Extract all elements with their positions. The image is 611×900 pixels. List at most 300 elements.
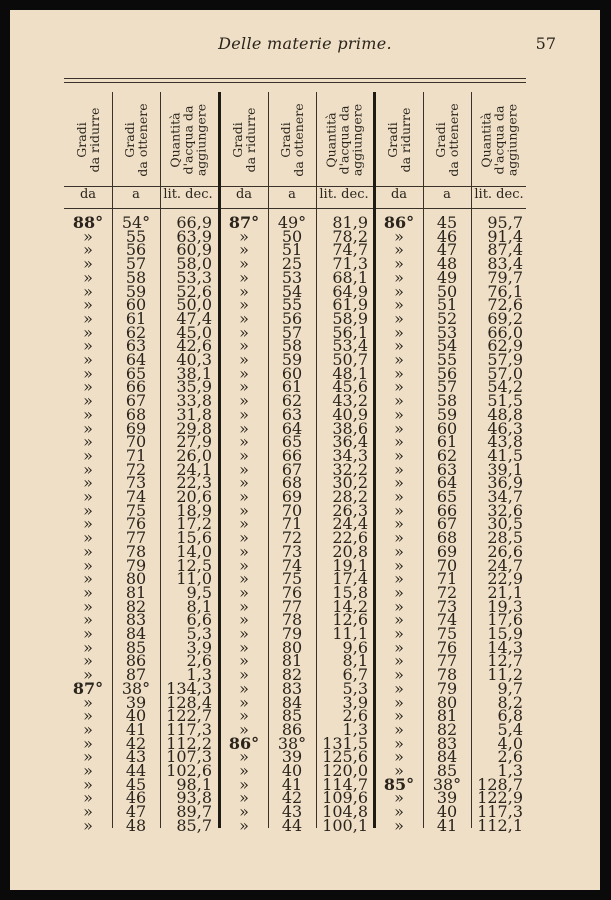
- header-line: Gradi: [122, 122, 137, 158]
- cell-grades-to-reduce: »: [394, 582, 404, 602]
- cell-grades-to-obtain: 53: [436, 322, 458, 342]
- cell-grades-to-obtain: 60: [125, 295, 147, 315]
- cell-grades-to-obtain: 77: [281, 596, 303, 616]
- cell-grades-to-obtain: 50: [281, 226, 303, 246]
- cell-water-to-add: 72,6: [487, 295, 523, 315]
- cell-grades-to-obtain: 63: [125, 336, 147, 356]
- cell-grades-to-obtain: 80: [125, 569, 147, 589]
- cell-grades-to-obtain: 64: [125, 350, 147, 369]
- cell-grades-to-obtain: 59: [281, 350, 303, 369]
- cell-water-to-add: 32,6: [487, 500, 523, 520]
- cell-grades-to-reduce: 85°: [383, 774, 415, 794]
- header-label: [169, 104, 208, 176]
- cell-water-to-add: 102,6: [166, 761, 212, 780]
- cell-grades-to-obtain: 55: [125, 226, 147, 246]
- cell-water-to-add: 21,1: [487, 582, 523, 602]
- cell-water-to-add: 3,9: [186, 637, 212, 657]
- page-number: 57: [535, 34, 556, 53]
- cell-grades-to-reduce: »: [394, 267, 404, 287]
- cell-grades-to-reduce: »: [239, 459, 249, 479]
- cell-water-to-add: 78,2: [332, 226, 368, 246]
- cell-grades-to-reduce: »: [239, 473, 249, 493]
- cell-water-to-add: 58,9: [332, 308, 368, 328]
- cell-grades-to-reduce: »: [394, 418, 404, 438]
- cell-water-to-add: 11,0: [176, 569, 212, 589]
- cell-grades-to-reduce: »: [394, 706, 404, 726]
- cell-grades-to-reduce: »: [83, 254, 93, 274]
- cell-grades-to-reduce: »: [394, 295, 404, 315]
- cell-water-to-add: 5,3: [342, 678, 368, 698]
- cell-grades-to-reduce: »: [239, 363, 249, 383]
- cell-grades-to-reduce: »: [239, 281, 249, 301]
- header-label: [279, 103, 305, 176]
- cell-grades-to-reduce: »: [394, 445, 404, 465]
- cell-grades-to-obtain: 63: [281, 404, 303, 424]
- cell-grades-to-reduce: »: [394, 596, 404, 616]
- header-line: da ottenere: [446, 103, 461, 177]
- cell-grades-to-reduce: »: [83, 267, 93, 287]
- cell-grades-to-reduce: »: [239, 322, 249, 342]
- header-water-to-add: [316, 92, 372, 188]
- cell-grades-to-obtain: 57: [281, 322, 303, 342]
- cell-water-to-add: 58,0: [176, 254, 212, 274]
- cell-grades-to-obtain: 70: [436, 555, 458, 575]
- cell-grades-to-obtain: 80: [436, 692, 458, 712]
- cell-grades-to-obtain: 44: [281, 815, 303, 835]
- cell-water-to-add: 93,8: [176, 788, 212, 808]
- header-line: Quantità: [323, 112, 339, 168]
- header-label: [325, 104, 364, 176]
- cell-grades-to-obtain: 73: [281, 541, 303, 561]
- cell-grades-to-reduce: »: [239, 528, 249, 548]
- cell-water-to-add: 40,3: [176, 350, 212, 369]
- cell-grades-to-reduce: »: [239, 596, 249, 616]
- cell-water-to-add: 38,1: [176, 363, 212, 383]
- header-grades-to-reduce: [64, 92, 112, 188]
- cell-grades-to-obtain: 57: [436, 377, 458, 397]
- cell-water-to-add: 28,2: [332, 487, 368, 506]
- cell-grades-to-reduce: »: [83, 692, 93, 712]
- cell-grades-to-obtain: 75: [281, 569, 303, 589]
- cell-water-to-add: 8,2: [497, 692, 523, 712]
- cell-grades-to-obtain: 54: [281, 281, 303, 301]
- cell-grades-to-reduce: 86°: [383, 213, 415, 232]
- cell-water-to-add: 40,9: [332, 404, 368, 424]
- cell-grades-to-obtain: 72: [281, 528, 303, 548]
- cell-water-to-add: 57,9: [487, 350, 523, 369]
- cell-water-to-add: 54,2: [487, 377, 523, 397]
- cell-grades-to-reduce: »: [394, 363, 404, 383]
- units-rule: [64, 208, 526, 209]
- cell-water-to-add: 79,7: [487, 267, 523, 287]
- cell-water-to-add: 15,8: [332, 582, 368, 602]
- cell-grades-to-reduce: »: [83, 226, 93, 246]
- header-label: [386, 108, 412, 173]
- cell-grades-to-obtain: 61: [125, 308, 147, 328]
- cell-grades-to-reduce: »: [394, 226, 404, 246]
- cell-grades-to-reduce: »: [83, 719, 93, 739]
- cell-grades-to-obtain: 43: [125, 747, 147, 767]
- cell-grades-to-obtain: 79: [125, 555, 147, 575]
- cell-water-to-add: 45,0: [176, 322, 212, 342]
- cell-water-to-add: 62,9: [487, 336, 523, 356]
- cell-grades-to-obtain: 68: [436, 528, 458, 548]
- cell-water-to-add: 47,4: [176, 308, 212, 328]
- cell-grades-to-obtain: 78: [436, 665, 458, 685]
- cell-grades-to-reduce: »: [239, 610, 249, 630]
- cell-water-to-add: 114,7: [322, 774, 368, 794]
- cell-grades-to-reduce: »: [394, 336, 404, 356]
- cell-water-to-add: 26,6: [487, 541, 523, 561]
- cell-water-to-add: 14,0: [176, 541, 212, 561]
- cell-water-to-add: 50,0: [176, 295, 212, 315]
- cell-water-to-add: 52,6: [176, 281, 212, 301]
- cell-water-to-add: 63,9: [176, 226, 212, 246]
- header-line: Gradi: [74, 122, 89, 158]
- cell-water-to-add: 53,4: [332, 336, 368, 356]
- cell-grades-to-obtain: 77: [125, 528, 147, 548]
- cell-water-to-add: 30,5: [487, 514, 523, 534]
- cell-grades-to-obtain: 80: [281, 637, 303, 657]
- cell-grades-to-reduce: »: [83, 514, 93, 534]
- cell-water-to-add: 14,3: [487, 637, 523, 657]
- cell-grades-to-reduce: »: [394, 678, 404, 698]
- cell-water-to-add: 8,1: [186, 596, 212, 616]
- cell-grades-to-obtain: 63: [436, 459, 458, 479]
- header-line: d'acqua da: [491, 105, 507, 175]
- cell-grades-to-obtain: 71: [125, 445, 147, 465]
- cell-water-to-add: 43,2: [332, 391, 368, 411]
- cell-grades-to-obtain: 56: [281, 308, 303, 328]
- header-line: Quantità: [478, 112, 494, 168]
- header-grades-to-reduce: [220, 92, 268, 188]
- cell-water-to-add: 35,9: [176, 377, 212, 397]
- cell-grades-to-obtain: 58: [436, 391, 458, 411]
- cell-grades-to-obtain: 82: [281, 665, 303, 685]
- cell-grades-to-reduce: »: [394, 528, 404, 548]
- cell-grades-to-reduce: »: [394, 487, 404, 506]
- cell-water-to-add: 12,7: [487, 651, 523, 671]
- cell-grades-to-obtain: 41: [125, 719, 147, 739]
- cell-grades-to-reduce: »: [239, 487, 249, 506]
- cell-grades-to-obtain: 54°: [121, 213, 151, 232]
- header-label: [75, 108, 101, 173]
- cell-grades-to-obtain: 38°: [432, 774, 462, 794]
- cell-grades-to-obtain: 85: [436, 761, 458, 780]
- cell-grades-to-reduce: »: [394, 281, 404, 301]
- cell-grades-to-obtain: 82: [436, 719, 458, 739]
- cell-grades-to-reduce: »: [239, 761, 249, 780]
- cell-grades-to-reduce: »: [83, 733, 93, 753]
- cell-grades-to-reduce: »: [83, 281, 93, 301]
- cell-water-to-add: 61,9: [332, 295, 368, 315]
- cell-grades-to-obtain: 83: [125, 610, 147, 630]
- cell-grades-to-obtain: 75: [436, 624, 458, 643]
- cell-grades-to-obtain: 55: [436, 350, 458, 369]
- cell-water-to-add: 122,7: [166, 706, 212, 726]
- cell-grades-to-obtain: 41: [436, 815, 458, 835]
- cell-grades-to-reduce: »: [394, 569, 404, 589]
- cell-water-to-add: 48,1: [332, 363, 368, 383]
- cell-water-to-add: 12,5: [176, 555, 212, 575]
- cell-grades-to-reduce: »: [239, 404, 249, 424]
- cell-water-to-add: 24,1: [176, 459, 212, 479]
- cell-grades-to-reduce: »: [83, 322, 93, 342]
- cell-water-to-add: 2,6: [342, 706, 368, 726]
- cell-grades-to-obtain: 39: [125, 692, 147, 712]
- header-label: [231, 108, 257, 173]
- cell-grades-to-obtain: 75: [125, 500, 147, 520]
- cell-grades-to-reduce: »: [83, 541, 93, 561]
- cell-grades-to-obtain: 55: [281, 295, 303, 315]
- cell-grades-to-obtain: 76: [125, 514, 147, 534]
- cell-water-to-add: 51,5: [487, 391, 523, 411]
- cell-grades-to-obtain: 41: [281, 774, 303, 794]
- cell-grades-to-reduce: »: [83, 582, 93, 602]
- cell-water-to-add: 30,2: [332, 473, 368, 493]
- cell-grades-to-reduce: »: [394, 459, 404, 479]
- cell-water-to-add: 18,9: [176, 500, 212, 520]
- cell-grades-to-obtain: 76: [436, 637, 458, 657]
- cell-water-to-add: 85,7: [176, 815, 212, 835]
- cell-grades-to-obtain: 65: [281, 432, 303, 452]
- cell-grades-to-obtain: 39: [281, 747, 303, 767]
- cell-grades-to-obtain: 40: [436, 802, 458, 822]
- cell-grades-to-reduce: »: [394, 541, 404, 561]
- cell-grades-to-reduce: »: [394, 473, 404, 493]
- cell-water-to-add: 109,6: [322, 788, 368, 808]
- header-line: aggiungere: [349, 103, 365, 177]
- cell-grades-to-reduce: »: [239, 418, 249, 438]
- cell-grades-to-reduce: »: [239, 541, 249, 561]
- cell-grades-to-reduce: »: [394, 500, 404, 520]
- cell-grades-to-obtain: 47: [125, 802, 147, 822]
- header-water-to-add: [471, 92, 527, 188]
- cell-grades-to-obtain: 49: [436, 267, 458, 287]
- cell-grades-to-obtain: 61: [436, 432, 458, 452]
- cell-water-to-add: 24,4: [332, 514, 368, 534]
- cell-grades-to-obtain: 67: [436, 514, 458, 534]
- cell-water-to-add: 33,8: [176, 391, 212, 411]
- cell-grades-to-reduce: »: [83, 761, 93, 780]
- cell-water-to-add: 107,3: [166, 747, 212, 767]
- cell-grades-to-obtain: 84: [436, 747, 458, 767]
- cell-water-to-add: 128,7: [477, 774, 523, 794]
- cell-grades-to-reduce: »: [83, 815, 93, 835]
- cell-grades-to-obtain: 46: [436, 226, 458, 246]
- cell-grades-to-reduce: »: [239, 815, 249, 835]
- cell-grades-to-reduce: »: [83, 391, 93, 411]
- cell-grades-to-reduce: »: [83, 487, 93, 506]
- header-grades-to-obtain: [112, 92, 160, 188]
- cell-water-to-add: 112,2: [166, 733, 212, 753]
- cell-grades-to-reduce: »: [394, 651, 404, 671]
- cell-water-to-add: 43,8: [487, 432, 523, 452]
- cell-grades-to-obtain: 62: [436, 445, 458, 465]
- header-grades-to-obtain: [423, 92, 471, 188]
- cell-grades-to-obtain: 64: [436, 473, 458, 493]
- cell-water-to-add: 19,1: [332, 555, 368, 575]
- cell-water-to-add: 98,1: [176, 774, 212, 794]
- cell-grades-to-reduce: »: [239, 432, 249, 452]
- header-line: da ridurre: [243, 107, 258, 173]
- cell-grades-to-obtain: 25: [281, 254, 303, 274]
- cell-water-to-add: 71,3: [332, 254, 368, 274]
- header-line: Gradi: [433, 122, 448, 158]
- cell-water-to-add: 12,6: [332, 610, 368, 630]
- cell-grades-to-reduce: »: [394, 624, 404, 643]
- cell-grades-to-reduce: »: [239, 706, 249, 726]
- cell-grades-to-obtain: 74: [281, 555, 303, 575]
- cell-grades-to-reduce: »: [83, 774, 93, 794]
- cell-water-to-add: 83,4: [487, 254, 523, 274]
- header-line: Gradi: [385, 122, 400, 158]
- header-label: [480, 104, 519, 176]
- cell-grades-to-reduce: »: [83, 295, 93, 315]
- cell-grades-to-reduce: »: [83, 555, 93, 575]
- header-line: Gradi: [278, 122, 293, 158]
- cell-grades-to-reduce: »: [394, 692, 404, 712]
- cell-grades-to-reduce: »: [394, 719, 404, 739]
- cell-grades-to-reduce: »: [83, 528, 93, 548]
- cell-water-to-add: 41,5: [487, 445, 523, 465]
- cell-grades-to-reduce: »: [239, 240, 249, 260]
- cell-grades-to-obtain: 66: [281, 445, 303, 465]
- cell-grades-to-reduce: »: [239, 678, 249, 698]
- cell-grades-to-reduce: »: [83, 418, 93, 438]
- book-page: [10, 10, 600, 890]
- cell-water-to-add: 22,6: [332, 528, 368, 548]
- cell-water-to-add: 4,0: [497, 733, 523, 753]
- cell-water-to-add: 26,3: [332, 500, 368, 520]
- cell-grades-to-reduce: »: [394, 432, 404, 452]
- cell-grades-to-obtain: 69: [436, 541, 458, 561]
- cell-grades-to-reduce: »: [83, 377, 93, 397]
- cell-grades-to-reduce: »: [83, 788, 93, 808]
- cell-grades-to-reduce: »: [394, 404, 404, 424]
- cell-grades-to-reduce: »: [394, 788, 404, 808]
- cell-water-to-add: 125,6: [322, 747, 368, 767]
- cell-water-to-add: 22,9: [487, 569, 523, 589]
- header-line: d'acqua da: [180, 105, 196, 175]
- header-label: [434, 103, 460, 176]
- cell-grades-to-reduce: »: [239, 788, 249, 808]
- cell-grades-to-reduce: »: [83, 308, 93, 328]
- cell-grades-to-obtain: 51: [436, 295, 458, 315]
- cell-water-to-add: 2,6: [497, 747, 523, 767]
- cell-water-to-add: 3,9: [342, 692, 368, 712]
- cell-grades-to-reduce: »: [239, 445, 249, 465]
- cell-grades-to-reduce: »: [394, 747, 404, 767]
- cell-grades-to-obtain: 40: [281, 761, 303, 780]
- cell-grades-to-obtain: 49°: [277, 213, 307, 232]
- cell-grades-to-reduce: »: [83, 802, 93, 822]
- header-line: d'acqua da: [336, 105, 352, 175]
- cell-grades-to-obtain: 73: [436, 596, 458, 616]
- cell-grades-to-reduce: »: [239, 665, 249, 685]
- header-label: [123, 103, 149, 176]
- cell-grades-to-obtain: 42: [125, 733, 147, 753]
- unit-water-to-add: lit. dec.: [474, 187, 524, 202]
- cell-grades-to-obtain: 48: [436, 254, 458, 274]
- cell-grades-to-obtain: 62: [125, 322, 147, 342]
- cell-grades-to-obtain: 52: [436, 308, 458, 328]
- cell-grades-to-reduce: »: [239, 295, 249, 315]
- cell-water-to-add: 1,3: [186, 665, 212, 685]
- cell-grades-to-obtain: 50: [436, 281, 458, 301]
- cell-grades-to-obtain: 81: [125, 582, 147, 602]
- cell-grades-to-obtain: 39: [436, 788, 458, 808]
- cell-grades-to-reduce: 87°: [72, 678, 104, 698]
- cell-grades-to-obtain: 69: [281, 487, 303, 506]
- cell-grades-to-obtain: 73: [125, 473, 147, 493]
- cell-grades-to-reduce: »: [239, 582, 249, 602]
- cell-grades-to-obtain: 57: [125, 254, 147, 274]
- cell-water-to-add: 66,9: [176, 213, 212, 232]
- cell-water-to-add: 15,9: [487, 624, 523, 643]
- unit-grades-to-reduce: da: [79, 187, 97, 202]
- unit-grades-to-reduce: da: [235, 187, 253, 202]
- cell-grades-to-obtain: 68: [125, 404, 147, 424]
- cell-grades-to-reduce: »: [83, 706, 93, 726]
- cell-grades-to-reduce: »: [394, 665, 404, 685]
- cell-grades-to-obtain: 69: [125, 418, 147, 438]
- cell-water-to-add: 50,7: [332, 350, 368, 369]
- cell-grades-to-reduce: »: [239, 308, 249, 328]
- header-line: da ottenere: [135, 103, 150, 177]
- cell-grades-to-obtain: 64: [281, 418, 303, 438]
- cell-water-to-add: 53,3: [176, 267, 212, 287]
- cell-water-to-add: 24,7: [487, 555, 523, 575]
- cell-water-to-add: 104,8: [322, 802, 368, 822]
- cell-grades-to-obtain: 47: [436, 240, 458, 260]
- cell-grades-to-reduce: »: [83, 624, 93, 643]
- cell-grades-to-obtain: 77: [436, 651, 458, 671]
- cell-water-to-add: 11,1: [332, 624, 368, 643]
- header-water-to-add: [160, 92, 216, 188]
- cell-water-to-add: 17,2: [176, 514, 212, 534]
- cell-grades-to-reduce: »: [239, 350, 249, 369]
- cell-water-to-add: 87,4: [487, 240, 523, 260]
- cell-water-to-add: 17,4: [332, 569, 368, 589]
- cell-water-to-add: 11,2: [487, 665, 523, 685]
- cell-grades-to-obtain: 79: [281, 624, 303, 643]
- cell-grades-to-reduce: »: [394, 815, 404, 835]
- unit-grades-to-obtain: a: [132, 187, 140, 202]
- cell-grades-to-obtain: 74: [125, 487, 147, 506]
- cell-grades-to-obtain: 59: [125, 281, 147, 301]
- cell-water-to-add: 120,0: [322, 761, 368, 780]
- cell-water-to-add: 76,1: [487, 281, 523, 301]
- cell-grades-to-obtain: 61: [281, 377, 303, 397]
- cell-grades-to-reduce: »: [83, 473, 93, 493]
- cell-grades-to-reduce: »: [239, 226, 249, 246]
- cell-grades-to-obtain: 87: [125, 665, 147, 685]
- cell-water-to-add: 27,9: [176, 432, 212, 452]
- cell-water-to-add: 8,1: [342, 651, 368, 671]
- cell-water-to-add: 39,1: [487, 459, 523, 479]
- top-rule: [64, 78, 526, 79]
- cell-water-to-add: 38,6: [332, 418, 368, 438]
- cell-water-to-add: 45,6: [332, 377, 368, 397]
- cell-water-to-add: 131,5: [322, 733, 368, 753]
- cell-water-to-add: 46,3: [487, 418, 523, 438]
- cell-water-to-add: 6,6: [186, 610, 212, 630]
- cell-grades-to-obtain: 56: [436, 363, 458, 383]
- header-line: Gradi: [230, 122, 245, 158]
- cell-water-to-add: 6,7: [342, 665, 368, 685]
- cell-grades-to-reduce: »: [239, 555, 249, 575]
